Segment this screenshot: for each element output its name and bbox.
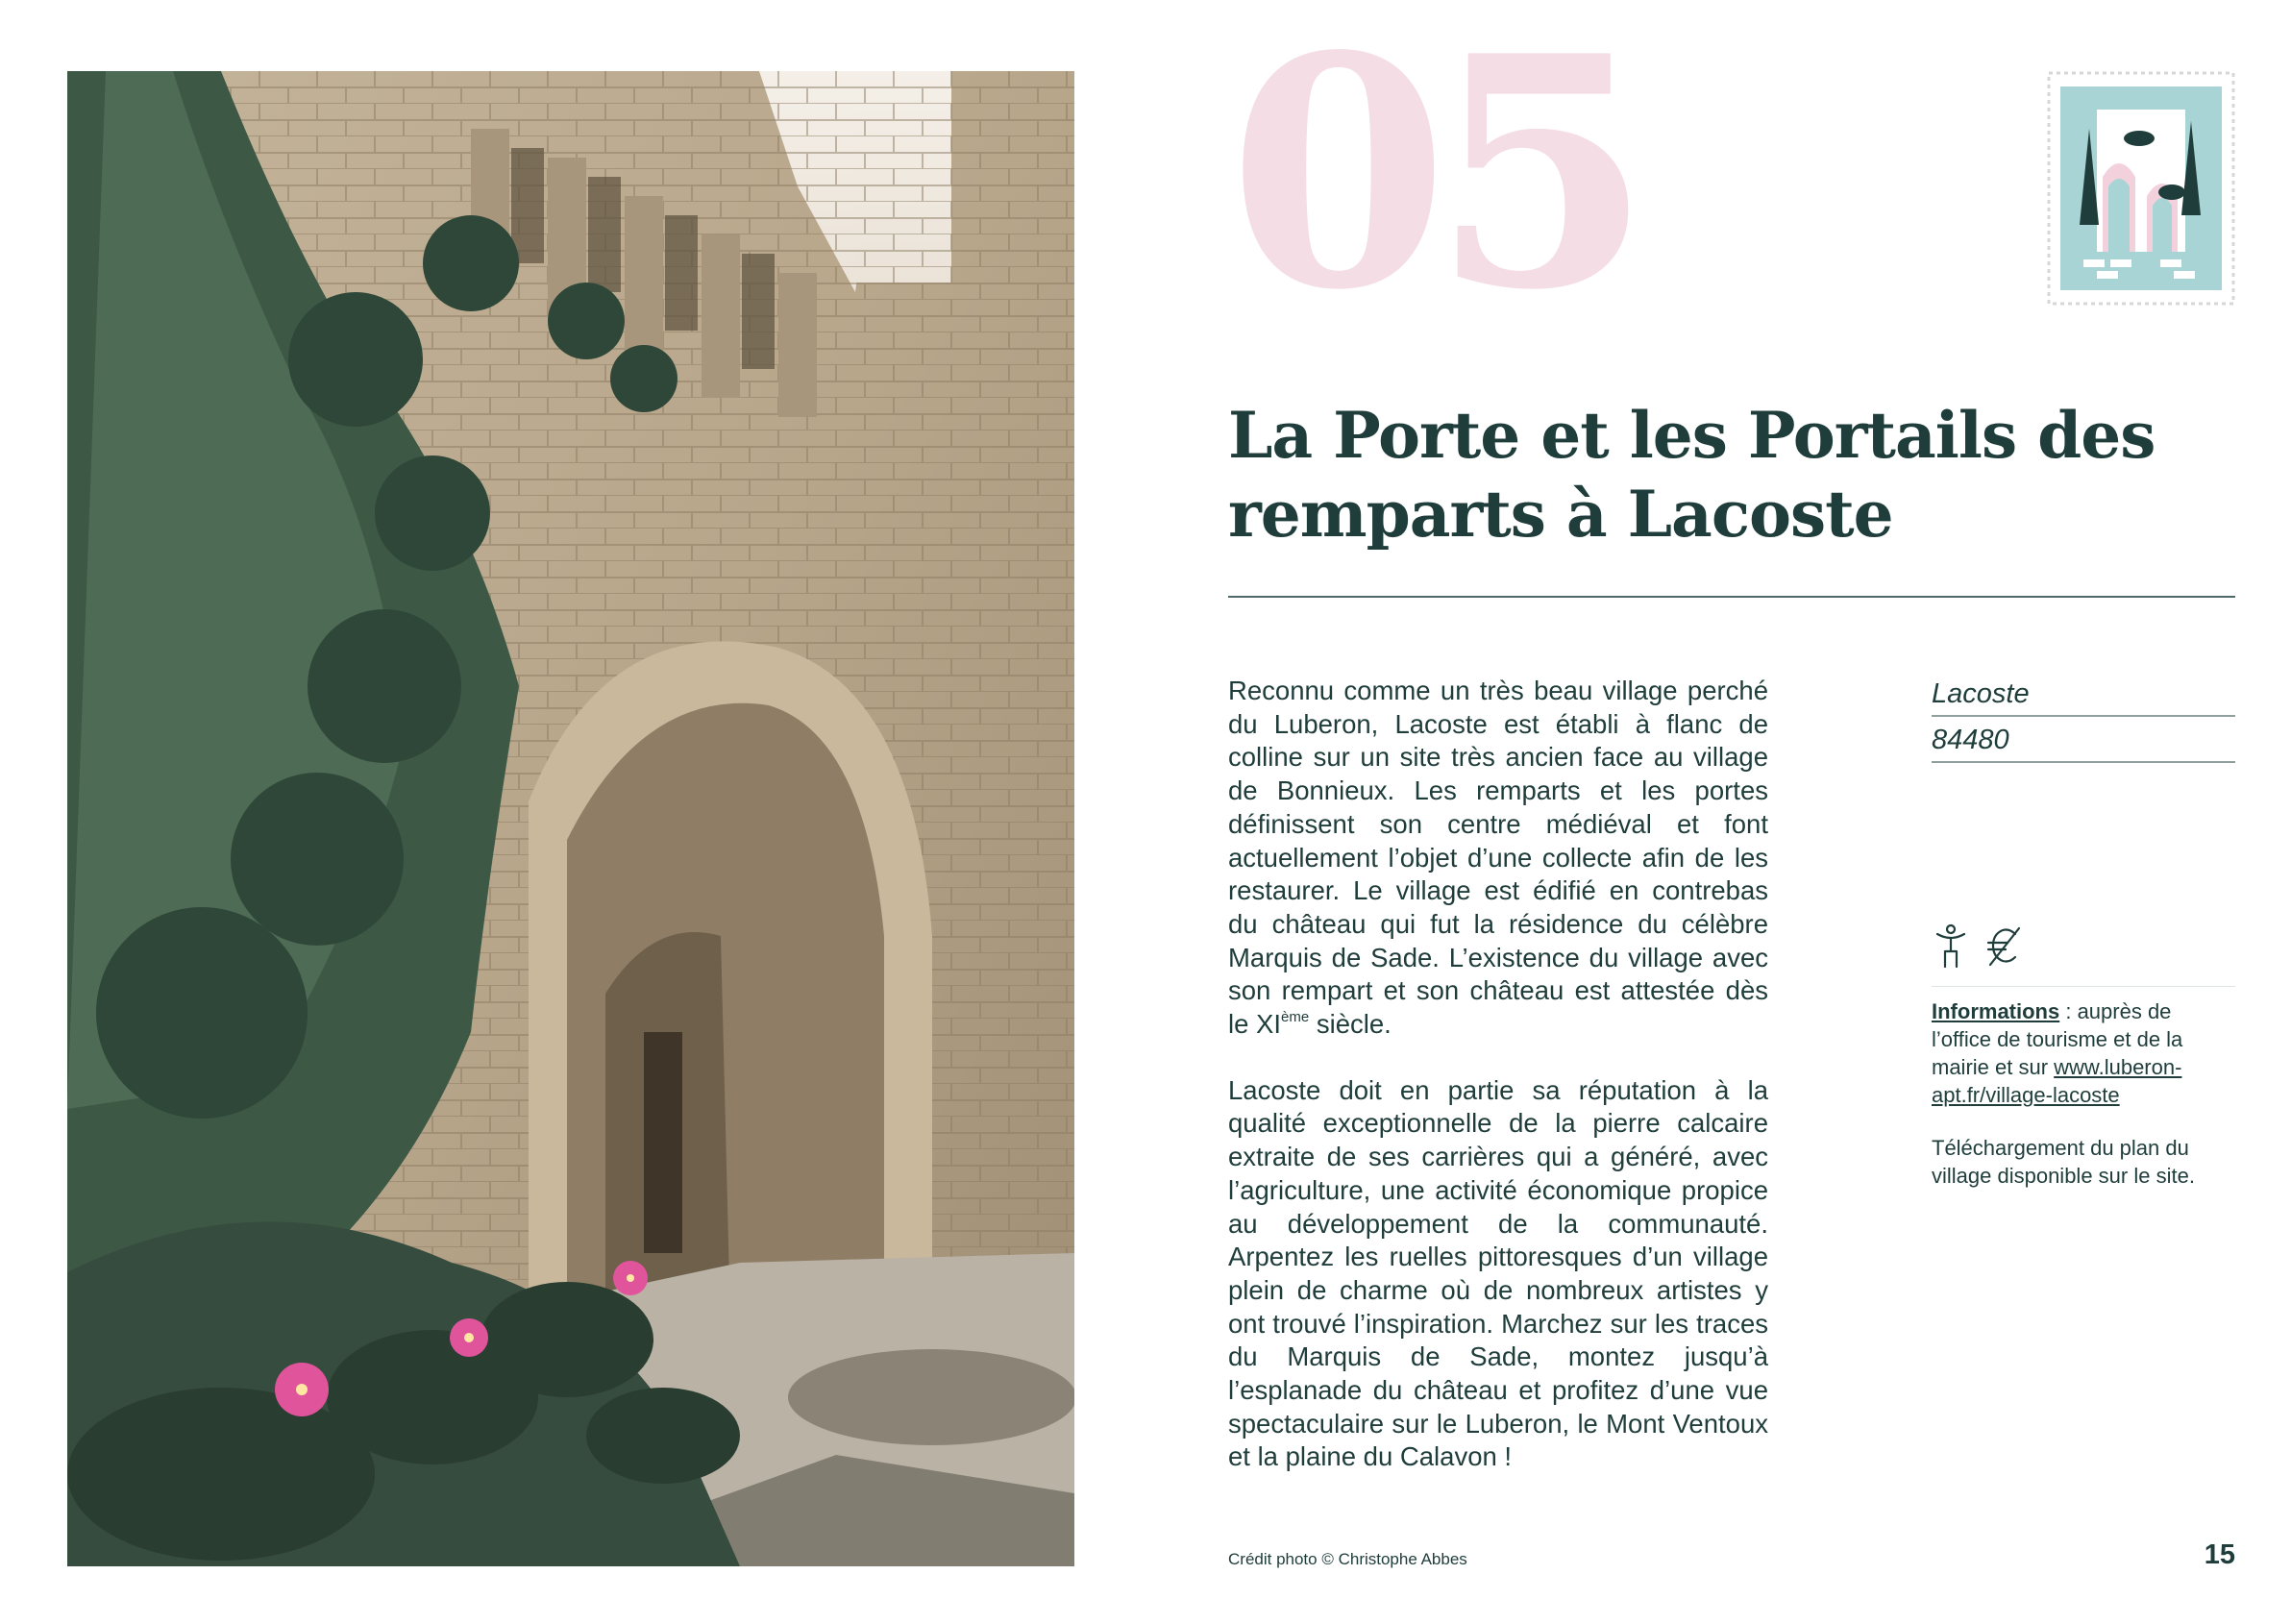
info-block [1932, 997, 2235, 1190]
page-number: 15 [2204, 1539, 2235, 1570]
body-paragraph-2: Lacoste doit en partie sa réputation à la qualité exceptionnelle de la pierre calcaire extraite de ses carrières qui a généré, avec l’agriculture, une activité économique propice au développement de la communauté. Arpentez les ruelles pittoresques d’un village plein de charme où de nombreux artistes y ont trouvé l’inspiration. Marchez sur les traces du Marquis de Sade, montez jusqu’à l’esplanade du château et profitez d’une vue spectaculaire sur le Luberon, le Mont Ventoux et la plaine du Calavon ! [1228, 1074, 1768, 1472]
chapter-number: 05 [1228, 0, 1636, 359]
info-label: Informations [1932, 999, 2060, 1023]
body-text [1228, 675, 1768, 1474]
website-link[interactable]: www.luberon-apt.fr/village-lacoste [1932, 1055, 2182, 1107]
address-postcode: 84480 [1932, 719, 2235, 763]
body-paragraph-1: Reconnu comme un très beau village perché du Luberon, Lacoste est établi à flanc de colline sur un site très ancien face au village de Bonnieux. Les remparts et les portes définissent son centre médiéval et font actuellement l’objet d’une collecte afin de les restaurer. Le village est édifié en contrebas du château qui fut la résidence du célèbre Marquis de Sade. L’existence du village avec son rempart et son château est attestée dès le XIème siècle. [1228, 676, 1768, 1040]
address-city: Lacoste [1932, 673, 2235, 717]
stamp-illustration [2047, 71, 2235, 306]
title-divider [1228, 596, 2235, 598]
photo-credit: Crédit photo © Christophe Abbes [1228, 1550, 1467, 1568]
page-title: La Porte et les Portails des remparts à Lacoste [1228, 398, 2156, 552]
photo-lacoste-gate [67, 71, 1074, 1566]
amenity-icons [1932, 923, 2235, 987]
info-paragraph: Informations : auprès de l’office de tourisme et de la mairie et sur www.luberon-apt.fr/village-lacoste [1932, 999, 2183, 1107]
accessibility-person-icon [1932, 923, 1970, 969]
address-block [1932, 673, 2235, 763]
euro-crossed-icon [1984, 923, 2023, 969]
download-note: Téléchargement du plan du village disponible sur le site. [1932, 1136, 2195, 1188]
